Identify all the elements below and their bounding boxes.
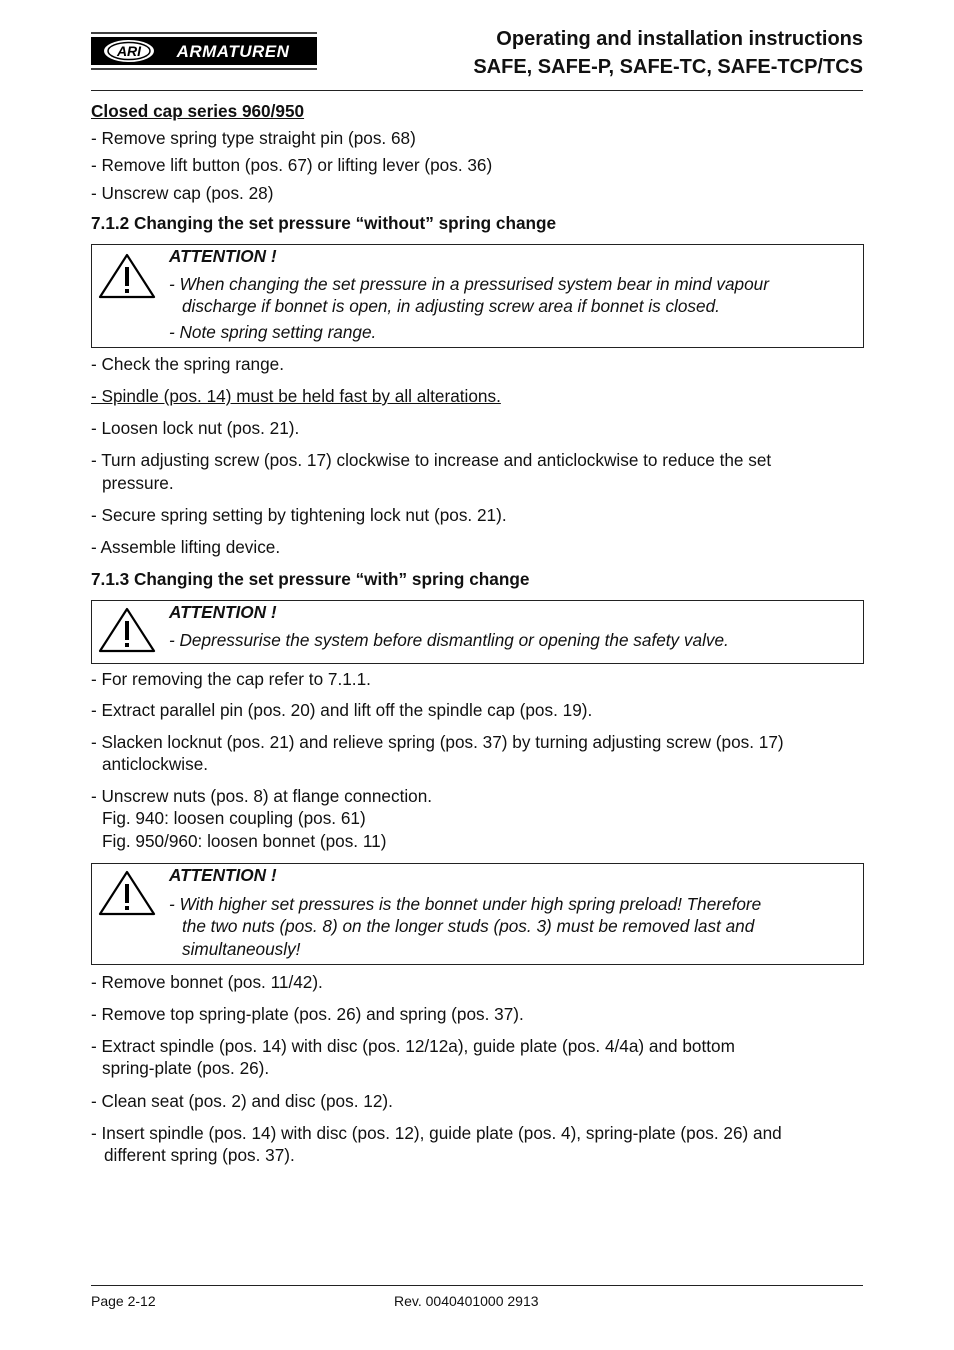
- ari-armaturen-logo: [91, 31, 317, 71]
- step-item: - Unscrew nuts (pos. 8) at flange connection.: [91, 786, 433, 806]
- header-title-line1: Operating and installation instructions: [496, 28, 863, 50]
- step-item-cont: pressure.: [102, 473, 174, 493]
- attention-title: ATTENTION !: [169, 602, 277, 622]
- section-712-heading: 7.1.2 Changing the set pressure “without” spring change: [91, 213, 557, 233]
- attention-box-713a: [91, 600, 864, 664]
- attention-title: ATTENTION !: [169, 246, 277, 266]
- step-item-underlined: - Spindle (pos. 14) must be held fast by all alterations.: [91, 386, 501, 406]
- logo-armaturen-text: ARMATUREN: [176, 42, 290, 61]
- warning-icon: [98, 607, 156, 658]
- closed-cap-item: - Remove lift button (pos. 67) or lifting lever (pos. 36): [91, 155, 493, 175]
- step-item: - Remove bonnet (pos. 11/42).: [91, 972, 323, 992]
- closed-cap-item: - Unscrew cap (pos. 28): [91, 183, 274, 203]
- step-item: - Insert spindle (pos. 14) with disc (pos. 12), guide plate (pos. 4), spring-plate (pos. 26) and: [91, 1123, 782, 1143]
- step-item: - Clean seat (pos. 2) and disc (pos. 12).: [91, 1091, 393, 1111]
- footer-rule: [91, 1285, 863, 1286]
- footer-revision: Rev. 0040401000 2913: [394, 1293, 539, 1309]
- step-item: - Loosen lock nut (pos. 21).: [91, 418, 300, 438]
- warning-icon: [98, 253, 156, 304]
- attention-box-713b: [91, 863, 864, 965]
- step-item: - Secure spring setting by tightening lock nut (pos. 21).: [91, 505, 507, 525]
- closed-cap-item: - Remove spring type straight pin (pos. 68): [91, 128, 416, 148]
- attention-title: ATTENTION !: [169, 865, 277, 885]
- step-item-cont: anticlockwise.: [102, 754, 209, 774]
- attention-item-cont: simultaneously!: [182, 939, 301, 959]
- attention-box-712: [91, 244, 864, 348]
- step-item-cont: different spring (pos. 37).: [104, 1145, 295, 1165]
- logo-ari-text: ARI: [116, 43, 142, 59]
- step-item-cont: spring-plate (pos. 26).: [102, 1058, 270, 1078]
- attention-item: - Depressurise the system before dismantling or opening the safety valve.: [169, 630, 729, 650]
- section-713-heading: 7.1.3 Changing the set pressure “with” spring change: [91, 569, 530, 589]
- warning-icon: [98, 870, 156, 921]
- attention-item-cont: discharge if bonnet is open, in adjusting screw area if bonnet is closed.: [182, 296, 720, 316]
- step-item: - For removing the cap refer to 7.1.1.: [91, 669, 371, 689]
- step-item: - Extract parallel pin (pos. 20) and lift off the spindle cap (pos. 19).: [91, 700, 593, 720]
- step-item: - Remove top spring-plate (pos. 26) and spring (pos. 37).: [91, 1004, 524, 1024]
- header-title-line2: SAFE, SAFE-P, SAFE-TC, SAFE-TCP/TCS: [473, 56, 863, 78]
- attention-item: - Note spring setting range.: [169, 322, 377, 342]
- step-item-cont: Fig. 940: loosen coupling (pos. 61): [102, 808, 366, 828]
- step-item: - Slacken locknut (pos. 21) and relieve spring (pos. 37) by turning adjusting screw (pos. 17): [91, 732, 784, 752]
- attention-item-cont: the two nuts (pos. 8) on the longer studs (pos. 3) must be removed last and: [182, 916, 755, 936]
- step-item-cont: Fig. 950/960: loosen bonnet (pos. 11): [102, 831, 387, 851]
- step-item: - Check the spring range.: [91, 354, 284, 374]
- step-item: - Extract spindle (pos. 14) with disc (pos. 12/12a), guide plate (pos. 4/4a) and bottom: [91, 1036, 735, 1056]
- attention-item: - With higher set pressures is the bonnet under high spring preload! Therefore: [169, 894, 762, 914]
- header-rule: [91, 90, 863, 91]
- step-item: - Assemble lifting device.: [91, 537, 281, 557]
- step-item: - Turn adjusting screw (pos. 17) clockwise to increase and anticlockwise to reduce the set: [91, 450, 772, 470]
- closed-cap-heading: Closed cap series 960/950: [91, 101, 305, 121]
- footer-page-number: Page 2-12: [91, 1293, 156, 1309]
- attention-item: - When changing the set pressure in a pressurised system bear in mind vapour: [169, 274, 769, 294]
